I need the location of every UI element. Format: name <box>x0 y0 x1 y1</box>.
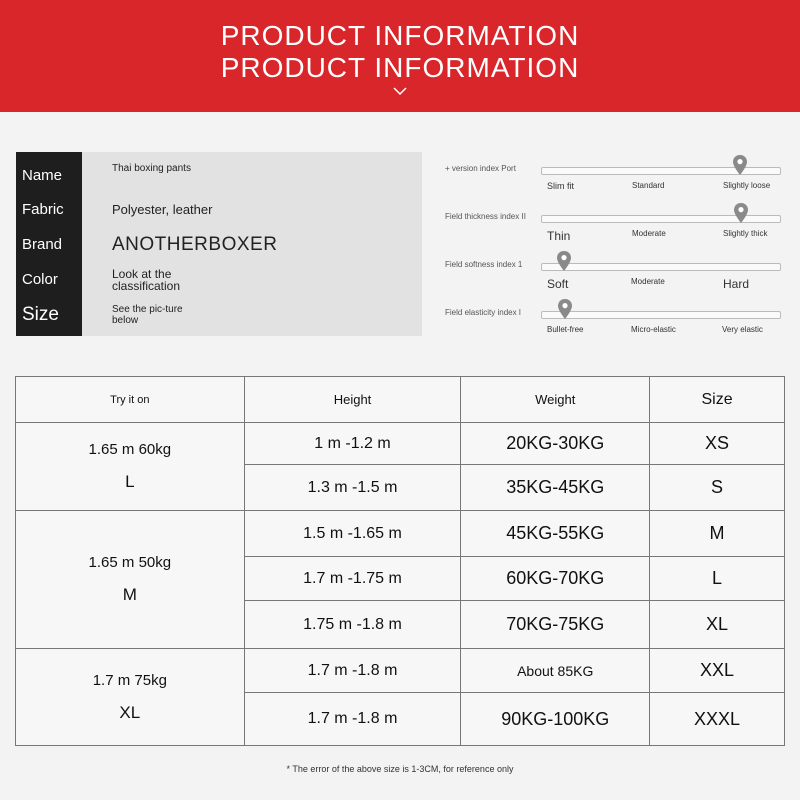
index-option: Very elastic <box>722 325 763 334</box>
column-header-try-on: Try it on <box>16 377 245 423</box>
info-label-name: Name <box>22 167 63 184</box>
index-option: Standard <box>632 181 665 190</box>
height-cell: 1.75 m -1.8 m <box>244 601 461 649</box>
index-version <box>445 154 785 200</box>
try-on-size: XL <box>119 702 141 722</box>
banner-title: PRODUCT INFORMATION <box>220 20 580 51</box>
info-label-color: Color <box>22 271 58 288</box>
weight-cell: 20KG-30KG <box>461 423 650 465</box>
product-info-card <box>16 152 422 336</box>
size-cell: S <box>650 465 785 511</box>
info-value-color: Look at the classification <box>112 267 181 293</box>
banner-title-repeat: PRODUCT INFORMATION <box>220 52 580 83</box>
info-value-fabric: Polyester, leather <box>112 202 213 217</box>
index-name: Field softness index 1 <box>445 260 523 269</box>
table-row <box>16 423 785 465</box>
weight-cell: 90KG-100KG <box>461 693 650 746</box>
table-header-row <box>16 377 785 423</box>
weight-cell: 35KG-45KG <box>461 465 650 511</box>
size-cell: XXL <box>650 649 785 693</box>
location-pin-icon <box>557 298 573 320</box>
try-on-size: L <box>125 472 135 491</box>
index-softness <box>445 250 785 296</box>
weight-cell: 45KG-55KG <box>461 511 650 557</box>
try-on-measure: 1.7 m 75kg <box>92 671 167 689</box>
size-cell: XXXL <box>650 693 785 746</box>
height-cell: 1.7 m -1.8 m <box>244 649 461 693</box>
try-on-cell <box>16 649 245 746</box>
footnote: * The error of the above size is 1-3CM, for reference only <box>286 764 514 774</box>
index-option: Hard <box>723 277 750 291</box>
info-value-brand: ANOTHERBOXER <box>112 234 278 255</box>
header-banner <box>0 0 800 112</box>
try-on-measure: 1.65 m 60kg <box>88 441 172 458</box>
size-cell: XS <box>650 423 785 465</box>
table-row <box>16 511 785 557</box>
index-name: Field thickness index II <box>445 212 526 221</box>
index-option: Bullet-free <box>547 325 584 334</box>
index-track <box>541 311 781 319</box>
height-cell: 1 m -1.2 m <box>244 423 461 465</box>
chevron-down-icon <box>393 86 407 96</box>
location-pin-icon <box>732 154 748 176</box>
height-cell: 1.3 m -1.5 m <box>244 465 461 511</box>
table-row <box>16 649 785 693</box>
location-pin-icon <box>556 250 572 272</box>
height-cell: 1.5 m -1.65 m <box>244 511 461 557</box>
column-header-weight: Weight <box>461 377 650 423</box>
index-name: Field elasticity index I <box>445 308 522 317</box>
height-cell: 1.7 m -1.75 m <box>244 557 461 601</box>
column-header-size: Size <box>650 377 785 423</box>
index-option: Slightly loose <box>723 181 771 190</box>
info-label-size: Size <box>22 304 59 325</box>
column-header-height: Height <box>244 377 461 423</box>
info-value-name: Thai boxing pants <box>112 163 191 174</box>
index-option: Soft <box>547 277 569 291</box>
index-option: Slim fit <box>547 181 574 191</box>
info-value-size: See the pic-ture below <box>112 304 183 326</box>
weight-cell: About 85KG <box>461 649 650 693</box>
try-on-measure: 1.65 m 50kg <box>88 554 172 571</box>
index-name: + version index Port <box>445 164 516 173</box>
index-option: Moderate <box>631 277 665 286</box>
try-on-cell <box>16 423 245 511</box>
size-cell: XL <box>650 601 785 649</box>
weight-cell: 60KG-70KG <box>461 557 650 601</box>
size-cell: M <box>650 511 785 557</box>
index-track <box>541 263 781 271</box>
size-chart-table <box>15 376 785 746</box>
try-on-cell <box>16 511 245 649</box>
index-option: Thin <box>547 229 571 243</box>
index-option: Slightly thick <box>723 229 768 238</box>
info-label-fabric: Fabric <box>22 201 64 218</box>
height-cell: 1.7 m -1.8 m <box>244 693 461 746</box>
index-option: Moderate <box>632 229 666 238</box>
index-thickness <box>445 202 785 248</box>
info-label-brand: Brand <box>22 236 63 253</box>
index-elasticity <box>445 298 785 344</box>
index-option: Micro-elastic <box>631 325 676 334</box>
weight-cell: 70KG-75KG <box>461 601 650 649</box>
size-cell: L <box>650 557 785 601</box>
try-on-size: M <box>122 585 137 604</box>
location-pin-icon <box>733 202 749 224</box>
